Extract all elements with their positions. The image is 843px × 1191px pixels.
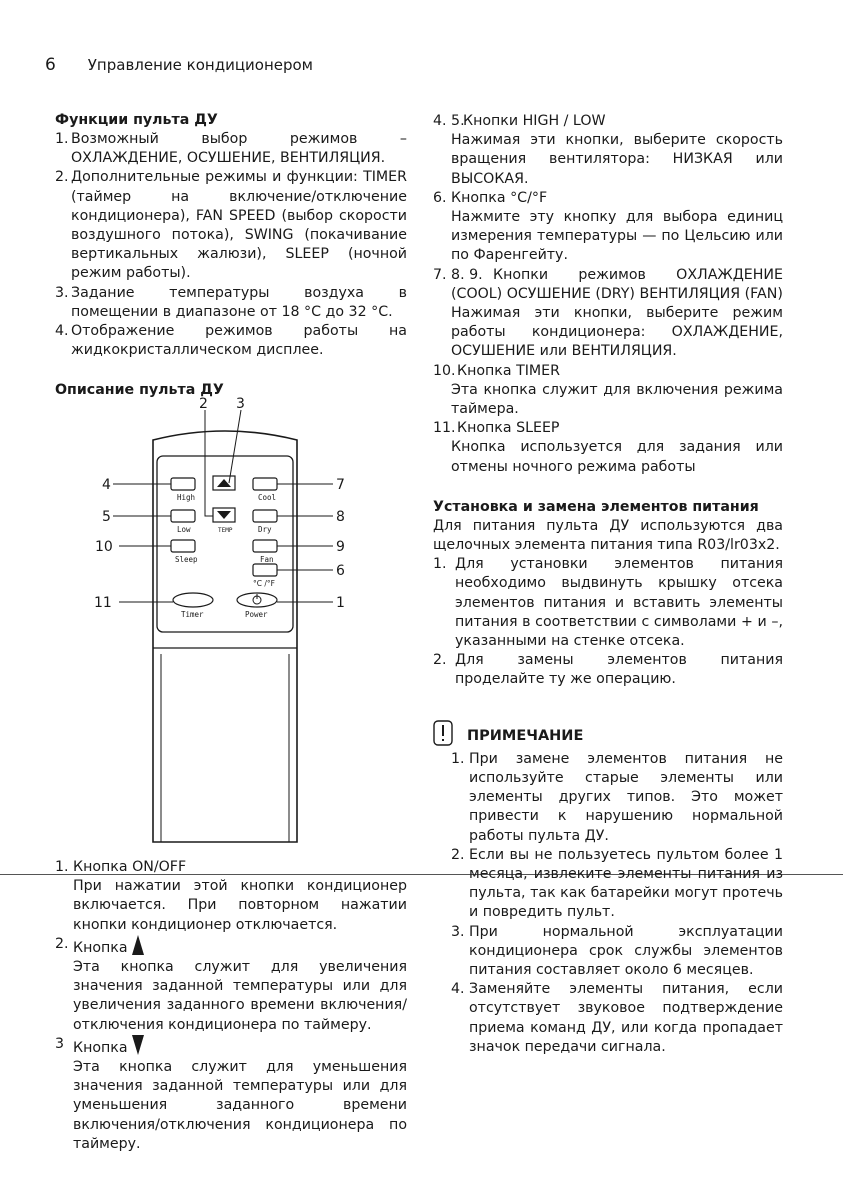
callout-9: 9: [336, 539, 345, 555]
note-title: ПРИМЕЧАНИЕ: [467, 727, 584, 744]
label-timer: Timer: [181, 610, 204, 619]
sleep-button: [171, 540, 195, 552]
label-power: Power: [245, 610, 268, 619]
label-fan: Fan: [260, 555, 274, 564]
list-item: 2. Кнопка Эта кнопка служит для увеличения значения заданной температуры или для увеличения заданного времени включения/отключения кондиционера по таймеру.: [55, 935, 407, 1033]
list-item: 1. Для установки элементов питания необходимо выдвинуть крышку отсека элементов питания и вставить элементы питания в соответствии с символами + и –, указанными на стенке отсека.: [433, 556, 783, 650]
high-button: [171, 478, 195, 490]
functions-list: [55, 130, 407, 360]
callout-4: 4: [102, 477, 111, 493]
callout-6: 6: [336, 563, 345, 579]
list-item: 3. При нормальной эксплуатации кондиционера срок службы элементов питания составляет около 6 месяцев.: [451, 923, 783, 978]
list-item: 11. Кнопка SLEEP Кнопка используется для задания или отмены ночного режима работы: [433, 420, 783, 475]
label-high: High: [177, 493, 196, 502]
low-button: [171, 510, 195, 522]
list-item: 1. При замене элементов питания не используйте старые элементы или элементы других типов. Это может привести к нарушению нормальной работы пульта ДУ.: [451, 750, 783, 844]
list-item: 1. Возможный выбор режимов – ОХЛАЖДЕНИЕ, ОСУШЕНИЕ, ВЕНТИЛЯЦИЯ.: [55, 131, 407, 167]
callout-11: 11: [94, 595, 112, 611]
description-title: Описание пульта ДУ: [55, 382, 224, 399]
cf-button: [253, 564, 277, 576]
callout-10: 10: [95, 539, 113, 555]
note-list: [451, 750, 783, 1057]
fan-button: [253, 540, 277, 552]
cool-button: [253, 478, 277, 490]
list-item: 7. 8. 9. Кнопки режимов ОХЛАЖДЕНИЕ (COOL) ОСУШЕНИЕ (DRY) ВЕНТИЛЯЦИЯ (FAN) Нажимая эти кнопки, выберите режим работы кондиционера: ОХЛАЖДЕНИЕ, ОСУШЕНИЕ или ВЕНТИЛЯЦИЯ.: [433, 266, 783, 360]
batteries-title: Установка и замена элементов питания: [433, 498, 759, 515]
list-item: 4. 5. Кнопки HIGH / LOW Нажимая эти кнопки, выберите скорость вращения вентилятора: НИЗКАЯ или ВЫСОКАЯ.: [433, 113, 783, 187]
section-title: Управление кондиционером: [87, 56, 314, 74]
buttons-left-list: [55, 858, 407, 1154]
timer-button: [173, 593, 213, 607]
callout-2: 2: [199, 396, 208, 412]
list-item: 1. Кнопка ON/OFF При нажатии этой кнопки кондиционер включается. При повторном нажатии кнопки кондиционер отключается.: [55, 859, 407, 933]
remote-diagram: [85, 392, 365, 862]
note-header: [433, 720, 783, 746]
label-low: Low: [177, 525, 191, 534]
list-item: 10. Кнопка TIMER Эта кнопка служит для включения режима таймера.: [433, 362, 783, 418]
label-temp: TEMP: [218, 527, 233, 534]
up-arrow-icon: [132, 935, 144, 955]
label-cool: Cool: [258, 493, 277, 502]
label-dry: Dry: [258, 525, 272, 534]
list-item: 4. Заменяйте элементы питания, если отсутствует звуковое подтверждение приема команд ДУ, или когда пропадает значок передачи сигнала.: [451, 981, 783, 1055]
batteries-intro: Для питания пульта ДУ используются два щелочных элемента питания типа R03/lr03x2.: [433, 517, 783, 554]
label-cf: °C /°F: [253, 579, 275, 588]
right-column: [433, 112, 783, 1057]
page-header: [45, 55, 313, 75]
list-item: 2. Если вы не пользуетесь пультом более 1 месяца, извлеките элементы питания из пульта, так как батарейки могут протечь и повредить пульт.: [451, 846, 783, 921]
dry-button: [253, 510, 277, 522]
list-item: 2. Для замены элементов питания проделайте ту же операцию.: [433, 652, 783, 688]
down-arrow-icon: [132, 1035, 144, 1055]
label-sleep: Sleep: [175, 555, 198, 564]
page-number: 6: [45, 55, 56, 75]
callout-5: 5: [102, 509, 111, 525]
callout-7: 7: [336, 477, 345, 493]
left-column: [55, 112, 407, 400]
list-item: 3. Задание температуры воздуха в помещении в диапазоне от 18 °C до 32 °C.: [55, 284, 407, 320]
callout-8: 8: [336, 509, 345, 525]
callout-3: 3: [236, 396, 245, 412]
list-item: 3 Кнопка Эта кнопка служит для уменьшения значения заданной температуры или для уменьшения заданного времени включения/отключения кондиционера по таймеру.: [55, 1035, 407, 1152]
list-item: 2. Дополнительные режимы и функции: TIMER (таймер на включение/отключение кондиционера), FAN SPEED (выбор скорости воздушного потока), SWING (покачивание вертикальных жалюзи), SLEEP (ночной режим работы).: [55, 169, 407, 282]
list-item: 6. Кнопка °C/°F Нажмите эту кнопку для выбора единиц измерения температуры — по Цельсию или по Фаренгейту.: [433, 189, 783, 264]
list-item: 4. Отображение режимов работы на жидкокристаллическом дисплее.: [55, 323, 407, 359]
functions-title: Функции пульта ДУ: [55, 112, 218, 128]
warning-icon: [433, 720, 453, 746]
callout-1: 1: [336, 595, 345, 611]
